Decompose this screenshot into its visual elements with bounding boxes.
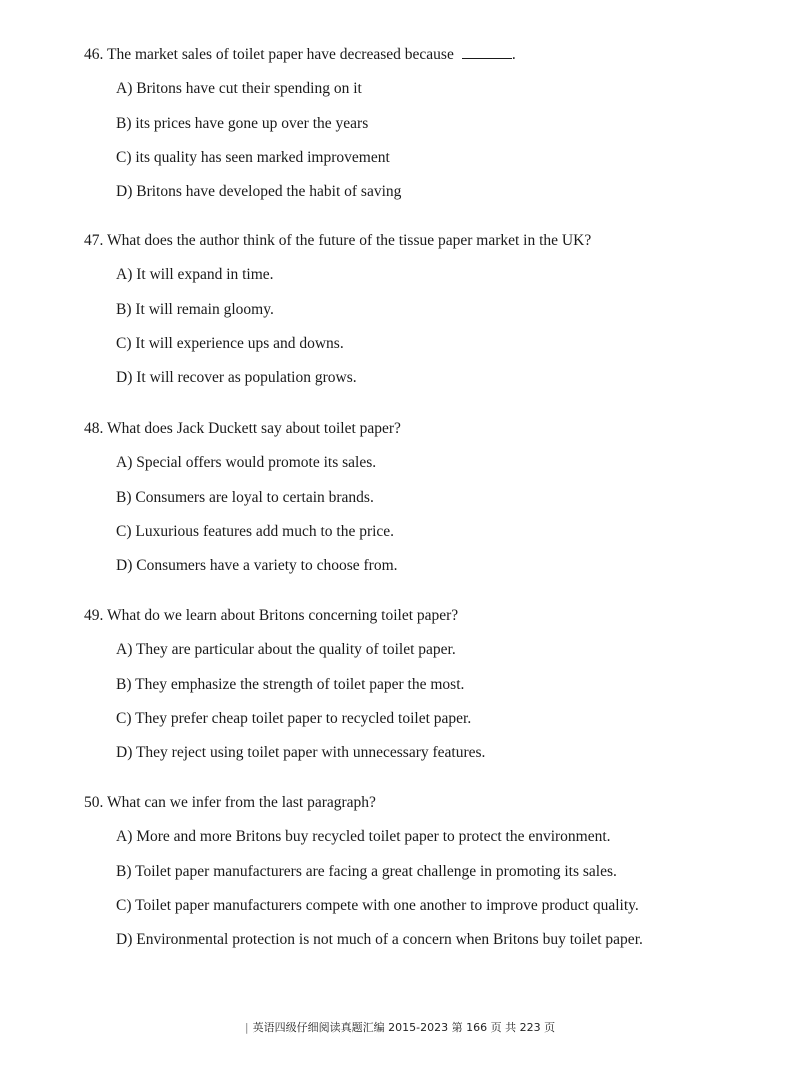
question-stem: 47. What does the author think of the future of the tissue paper market in the UK?: [84, 232, 592, 249]
option-a: A) More and more Britons buy recycled toilet paper to protect the environment.: [116, 828, 611, 846]
option-d: D) Britons have developed the habit of saving: [116, 183, 402, 201]
option-d: D) Consumers have a variety to choose from.: [116, 557, 398, 575]
footer-text: 英语四级仔细阅读真题汇编 2015-2023 第 166 页 共 223 页: [252, 1021, 556, 1034]
question-stem-tail: .: [511, 46, 516, 63]
option-a: A) They are particular about the quality of toilet paper.: [116, 641, 456, 659]
option-a: A) Special offers would promote its sales.: [116, 454, 377, 472]
page-footer: [0, 1021, 800, 1035]
footer-mark: |: [244, 1021, 249, 1034]
question-49: [84, 606, 784, 763]
question-stem-text: 46. The market sales of toilet paper have decreased because: [84, 46, 454, 63]
option-a: A) Britons have cut their spending on it: [116, 80, 362, 98]
option-a: A) It will expand in time.: [116, 266, 274, 284]
question-47: [84, 231, 784, 388]
question-46: [84, 45, 784, 202]
option-b: B) It will remain gloomy.: [116, 300, 274, 318]
option-c: C) Luxurious features add much to the price.: [116, 522, 395, 540]
option-d: D) They reject using toilet paper with unnecessary features.: [116, 744, 486, 762]
option-c: C) They prefer cheap toilet paper to recycled toilet paper.: [116, 709, 472, 727]
option-d: D) It will recover as population grows.: [116, 369, 357, 387]
option-b: B) Toilet paper manufacturers are facing a great challenge in promoting its sales.: [116, 862, 617, 880]
question-stem: 50. What can we infer from the last paragraph?: [84, 794, 376, 811]
question-50: [84, 793, 784, 950]
question-stem: 49. What do we learn about Britons concerning toilet paper?: [84, 607, 459, 624]
option-c: C) It will experience ups and downs.: [116, 334, 344, 352]
option-c: C) Toilet paper manufacturers compete with one another to improve product quality.: [116, 896, 639, 914]
option-d: D) Environmental protection is not much of a concern when Britons buy toilet paper.: [116, 931, 643, 949]
option-c: C) its quality has seen marked improvement: [116, 148, 390, 166]
question-stem: [84, 45, 784, 65]
option-b: B) Consumers are loyal to certain brands.: [116, 488, 374, 506]
option-b: B) They emphasize the strength of toilet paper the most.: [116, 675, 465, 693]
answer-blank: [462, 45, 512, 59]
question-stem: 48. What does Jack Duckett say about toilet paper?: [84, 420, 401, 437]
option-b: B) its prices have gone up over the years: [116, 114, 369, 132]
question-48: [84, 419, 784, 576]
